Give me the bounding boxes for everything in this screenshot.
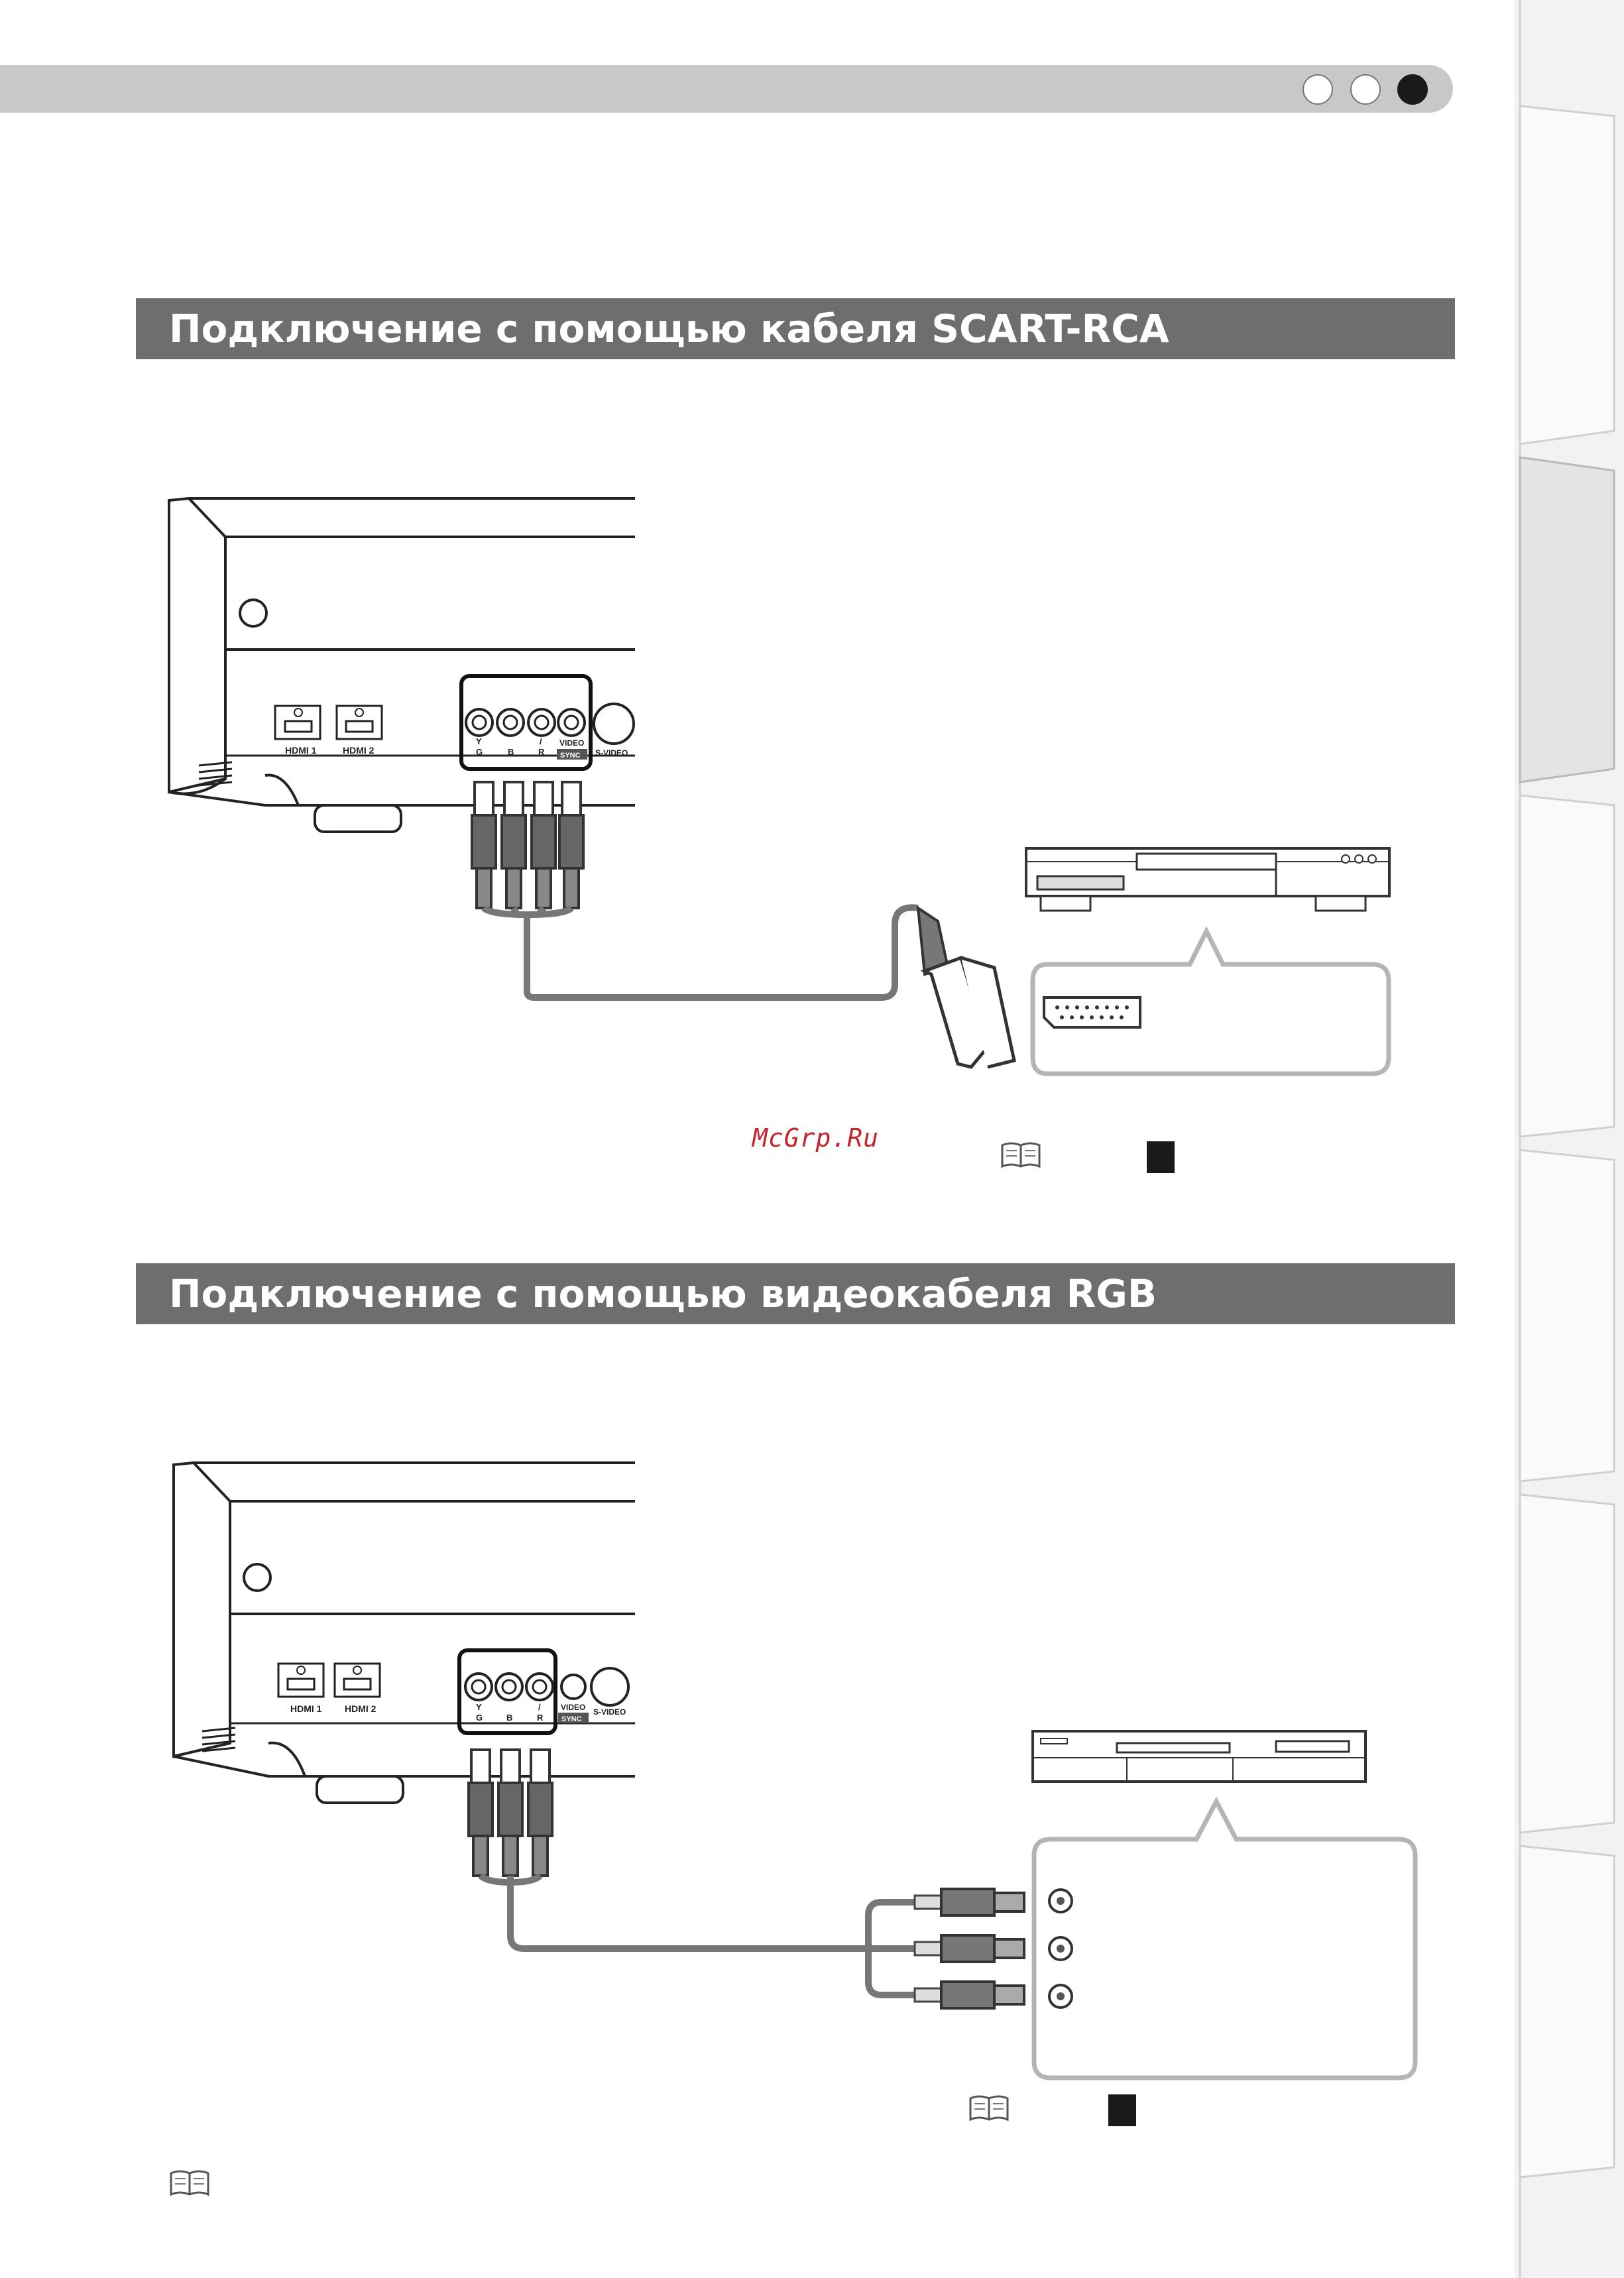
book-icon [970, 2096, 1008, 2120]
video-label-2: VIDEO [561, 1703, 586, 1712]
projector-figure-1 [169, 498, 1014, 1067]
sync-label: SYNC [560, 752, 581, 760]
hdmi1-label: HDMI 1 [285, 745, 317, 756]
watermark-text: McGrp.Ru [752, 1123, 880, 1153]
svideo-label: S-VIDEO [595, 748, 628, 758]
hdmi2-label: HDMI 2 [343, 745, 375, 756]
pb-label-2: / [538, 1702, 541, 1712]
projector-figure-2 [174, 1463, 1024, 2008]
rca-output-jacks [1049, 1890, 1072, 2008]
svideo-label-2: S-VIDEO [593, 1707, 626, 1717]
book-icon [171, 2171, 208, 2194]
hdmi1-label-2: HDMI 1 [290, 1703, 322, 1714]
hdmi2-label-2: HDMI 2 [345, 1703, 377, 1714]
video-label: VIDEO [559, 738, 585, 748]
y-label: Y [476, 736, 482, 746]
pb-label: / [540, 736, 542, 746]
section-header-scart: Подключение с помощью кабеля SCART-RCA [136, 298, 1455, 359]
g-label-2: G [476, 1713, 483, 1723]
r-label-2: R [537, 1713, 544, 1723]
b-label-2: B [506, 1713, 513, 1723]
b-label: B [508, 747, 514, 757]
r-label: R [538, 747, 545, 757]
y-label-2: Y [476, 1702, 482, 1712]
g-label: G [476, 747, 483, 757]
section-header-rgb: Подключение с помощью видеокабеля RGB [136, 1263, 1455, 1324]
scart-socket-icon [1044, 997, 1140, 1027]
sync-label-2: SYNC [561, 1715, 582, 1723]
side-tab-rail [1515, 0, 1624, 2278]
video-source-device [1033, 1731, 1365, 1782]
dvd-recorder-device [1026, 848, 1389, 911]
reference-square-icon [1147, 1141, 1175, 1173]
rgb-callout-box [1034, 1801, 1415, 2078]
book-icon [1002, 1143, 1039, 1167]
reference-square-icon [1108, 2094, 1136, 2126]
